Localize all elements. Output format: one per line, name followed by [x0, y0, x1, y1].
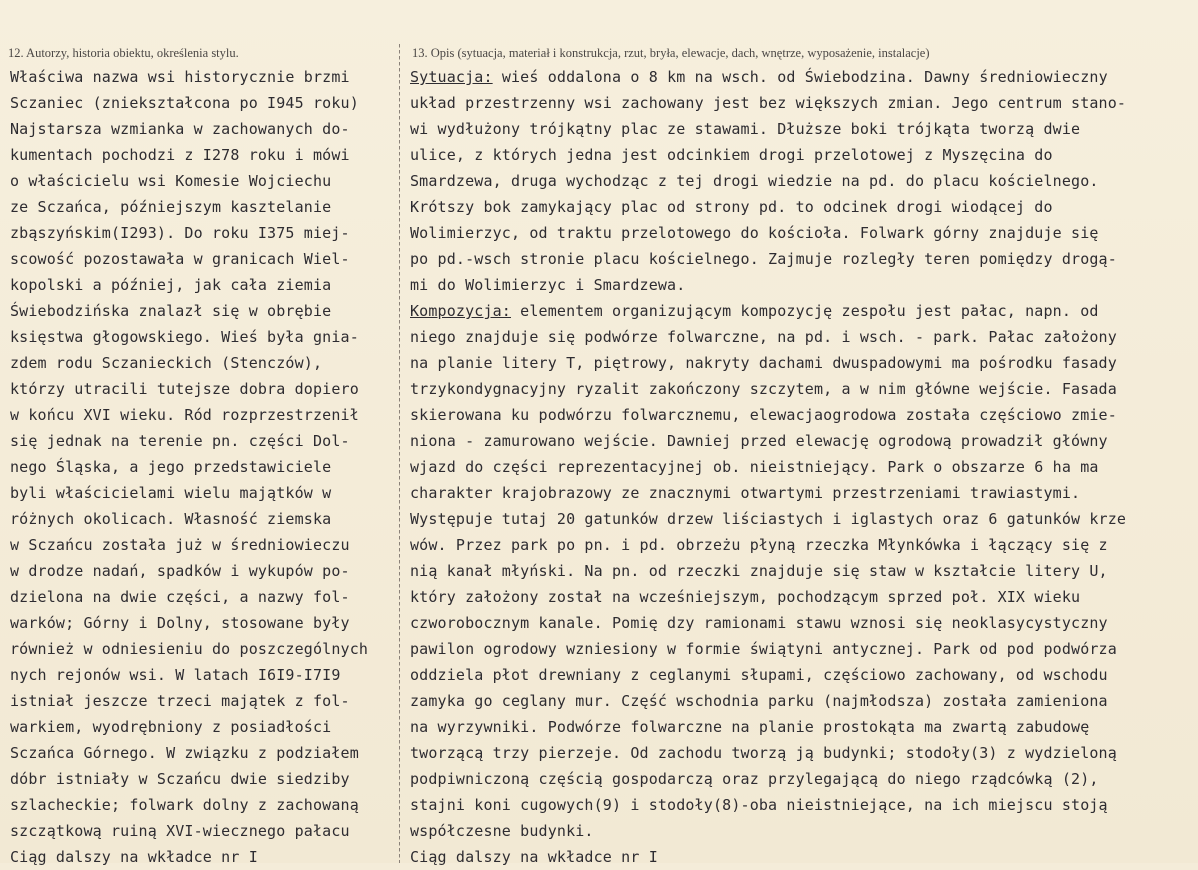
- column-divider: [399, 44, 400, 863]
- description-text-line: [410, 428, 1196, 454]
- history-text-line: byli właścicielami wielu majątków w: [10, 484, 332, 502]
- description-text: Występuje tutaj 20 gatunków drzew liściastych i iglastych oraz 6 gatunków krze: [410, 510, 1127, 528]
- history-text-line: w Sczańcu została już w średniowieczu: [10, 536, 350, 554]
- description-text-line: [410, 194, 1196, 220]
- history-text-line: warków; Górny i Dolny, stosowane były: [10, 614, 350, 632]
- history-text-line: warkiem, wyodrębniony z posiadłości: [10, 718, 332, 736]
- history-text-line: w końcu XVI wieku. Ród rozprzestrzenił: [10, 406, 359, 424]
- description-text: który założony został na wcześniejszym, pochodzącym sprzed poł. XIX wieku: [410, 588, 1081, 606]
- history-text-line: Świebodzińska znalazł się w obrębie: [10, 302, 332, 320]
- description-text: po pd.-wsch stronie placu kościelnego. Zajmuje rozległy teren pomiędzy drogą-: [410, 250, 1117, 268]
- description-text: wów. Przez park po pn. i pd. obrzeżu płyną rzeczka Młynkówka i łączący się z: [410, 536, 1108, 554]
- description-text: Ciąg dalszy na wkładce nr I: [410, 848, 658, 866]
- description-text-line: [410, 844, 1196, 870]
- description-text: trzykondygnacyjny ryzalit zakończony szczytem, a w nim główne wejście. Fasada: [410, 380, 1117, 398]
- history-column: [10, 64, 398, 870]
- description-text: zamyka go ceglany mur. Część wschodnia parku (najmłodsza) została zamieniona: [410, 692, 1108, 710]
- history-text-line: którzy utracili tutejsze dobra dopiero: [10, 380, 359, 398]
- description-text: na planie litery T, piętrowy, nakryty dachami dwuspadowymi ma pośrodku fasady: [410, 354, 1117, 372]
- description-text-line: [410, 740, 1196, 766]
- description-text-line: [410, 818, 1196, 844]
- description-text-line: [410, 610, 1196, 636]
- description-text-line: [410, 714, 1196, 740]
- description-text-line: [410, 142, 1196, 168]
- description-text-line: [410, 480, 1196, 506]
- history-text-line: różnych okolicach. Własność ziemska: [10, 510, 332, 528]
- history-text-line: kumentach pochodzi z I278 roku i mówi: [10, 146, 350, 164]
- description-text-line: [410, 636, 1196, 662]
- history-text-line: szczątkową ruiną XVI-wiecznego pałacu: [10, 822, 350, 840]
- history-text-line: w drodze nadań, spadków i wykupów po-: [10, 562, 350, 580]
- description-text: elementem organizującym kompozycję zespołu jest pałac, napn. od: [511, 302, 1099, 320]
- history-text-line: nego Śląska, a jego przedstawiciele: [10, 458, 332, 476]
- description-text: podpiwniczoną częścią gospodarczą oraz przylegającą do niego rządcówką (2),: [410, 770, 1099, 788]
- description-text-line: [410, 116, 1196, 142]
- history-text-line: istniał jeszcze trzeci majątek z fol-: [10, 692, 350, 710]
- description-text-line: [410, 64, 1196, 90]
- history-text-line: Właściwa nazwa wsi historycznie brzmi: [10, 68, 350, 86]
- description-text: niona - zamurowano wejście. Dawniej przed elewację ogrodową prowadził główny: [410, 432, 1108, 450]
- history-text-line: scowość pozostawała w granicach Wiel-: [10, 250, 350, 268]
- history-text-line: szlacheckie; folwark dolny z zachowaną: [10, 796, 359, 814]
- history-text-line: nych rejonów wsi. W latach I6I9-I7I9: [10, 666, 341, 684]
- description-text-line: [410, 506, 1196, 532]
- description-text: wieś oddalona o 8 km na wsch. od Świebodzina. Dawny średniowieczny: [492, 68, 1108, 86]
- description-text: nią kanał młyński. Na pn. od rzeczki znajduje się staw w kształcie litery U,: [410, 562, 1108, 580]
- description-text-line: [410, 220, 1196, 246]
- description-text-line: [410, 454, 1196, 480]
- description-text: wi wydłużony trójkątny plac ze stawami. Dłuższe boki trójkąta tworzą dwie: [410, 120, 1081, 138]
- description-text-line: [410, 324, 1196, 350]
- description-text: niego znajduje się podwórze folwarczne, na pd. i wsch. - park. Pałac założony: [410, 328, 1117, 346]
- description-text-line: [410, 766, 1196, 792]
- description-text-line: [410, 376, 1196, 402]
- history-text-line: się jednak na terenie pn. części Dol-: [10, 432, 350, 450]
- history-text-line: zdem rodu Sczanieckich (Stenczów),: [10, 354, 323, 372]
- description-text: tworzącą trzy pierzeje. Od zachodu tworzą ją budynki; stodoły(3) z wydzieloną: [410, 744, 1117, 762]
- description-text-line: [410, 246, 1196, 272]
- description-text-line: [410, 558, 1196, 584]
- history-text-line: Sczaniec (zniekształcona po I945 roku): [10, 94, 359, 112]
- history-text-line: dzielona na dwie części, a nazwy fol-: [10, 588, 350, 606]
- history-text-line: Najstarsza wzmianka w zachowanych do-: [10, 120, 350, 138]
- history-text-line: kopolski a później, jak cała ziemia: [10, 276, 332, 294]
- description-text-line: [410, 90, 1196, 116]
- section-12-header: 12. Autorzy, historia obiektu, określenia stylu.: [8, 46, 239, 60]
- description-text-line: [410, 584, 1196, 610]
- description-text: układ przestrzenny wsi zachowany jest bez większych zmian. Jego centrum stano-: [410, 94, 1127, 112]
- history-text-line: Ciąg dalszy na wkładce nr I: [10, 848, 258, 866]
- history-text-line: Sczańca Górnego. W związku z podziałem: [10, 744, 359, 762]
- description-text-line: [410, 168, 1196, 194]
- description-text: na wyrzywniki. Podwórze folwarczne na planie prostokąta ma zwartą zabudowę: [410, 718, 1090, 736]
- description-text: stajni koni cugowych(9) i stodoły(8)-oba nieistniejące, na ich miejscu stoją: [410, 796, 1108, 814]
- description-text: oddziela płot drewniany z ceglanymi słupami, częściowo zachowany, od wschodu: [410, 666, 1108, 684]
- description-text: czworobocznym kanale. Pomię dzy ramionami stawu wznosi się neoklasycystyczny: [410, 614, 1108, 632]
- description-text-line: [410, 688, 1196, 714]
- description-text: pawilon ogrodowy wzniesiony w formie świątyni antycznej. Park od pod podwórza: [410, 640, 1117, 658]
- description-text-line: [410, 350, 1196, 376]
- description-text: Krótszy bok zamykający plac od strony pd. to odcinek drogi wiodącej do: [410, 198, 1053, 216]
- description-text: charakter krajobrazowy ze znacznymi otwartymi przestrzeniami trawiastymi.: [410, 484, 1081, 502]
- description-text-line: [410, 298, 1196, 324]
- description-text-line: [410, 792, 1196, 818]
- history-text-line: dóbr istniały w Sczańcu dwie siedziby: [10, 770, 350, 788]
- section-lead-label: Sytuacja:: [410, 68, 493, 86]
- history-text-line: o właścicielu wsi Komesie Wojciechu: [10, 172, 332, 190]
- description-text-line: [410, 662, 1196, 688]
- description-text: skierowana ku podwórzu folwarcznemu, elewacjaogrodowa została częściowo zmie-: [410, 406, 1117, 424]
- history-text-line: księstwa głogowskiego. Wieś była gnia-: [10, 328, 359, 346]
- description-text: ulice, z których jedna jest odcinkiem drogi przelotowej z Myszęcina do: [410, 146, 1053, 164]
- section-lead-label: Kompozycja:: [410, 302, 511, 320]
- section-13-header: 13. Opis (sytuacja, materiał i konstrukcja, rzut, bryła, elewacje, dach, wnętrze, wyposażenie, instalacje): [412, 46, 930, 60]
- description-text: Wolimierzyc, od traktu przelotowego do kościoła. Folwark górny znajduje się: [410, 224, 1099, 242]
- description-text-line: [410, 532, 1196, 558]
- description-column: [410, 64, 1196, 870]
- history-text-line: również w odniesieniu do poszczególnych: [10, 640, 369, 658]
- description-text-line: [410, 402, 1196, 428]
- history-text-line: zbąszyńskim(I293). Do roku I375 miej-: [10, 224, 350, 242]
- description-text: Smardzewa, druga wychodząc z tej drogi wiedzie na pd. do placu kościelnego.: [410, 172, 1099, 190]
- description-text-line: [410, 272, 1196, 298]
- description-text: współczesne budynki.: [410, 822, 594, 840]
- history-text-line: ze Sczańca, późniejszym kasztelanie: [10, 198, 332, 216]
- description-text: mi do Wolimierzyc i Smardzewa.: [410, 276, 686, 294]
- description-text: wjazd do części reprezentacyjnej ob. nieistniejący. Park o obszarze 6 ha ma: [410, 458, 1099, 476]
